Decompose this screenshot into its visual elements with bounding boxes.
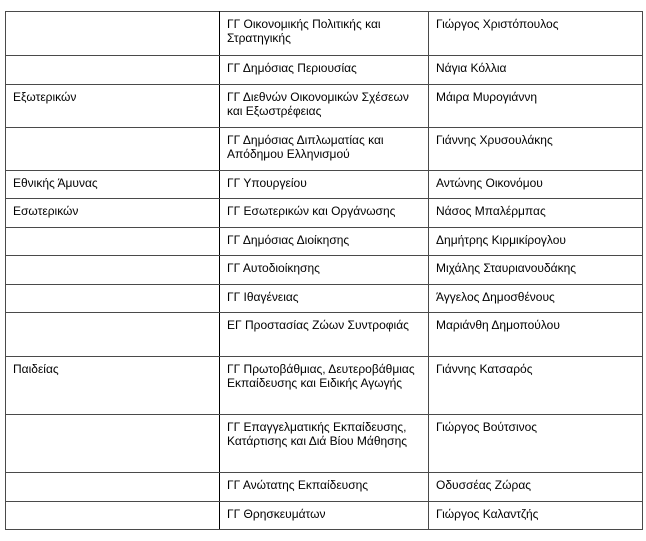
ministry-cell [6,285,220,313]
appointments-table [5,11,643,530]
office-cell: ΓΓ Δημόσιας Διπλωματίας και Απόδημου Ελληνισμού [220,128,429,171]
ministry-cell [6,313,220,357]
office-cell: ΓΓ Υπουργείου [220,171,429,199]
table-row [6,85,643,128]
person-cell: Άγγελος Δημοσθένους [429,285,643,313]
table-row [6,285,643,313]
person-cell: Νάγια Κόλλια [429,56,643,85]
office-cell: ΓΓ Επαγγελματικής Εκπαίδευσης, Κατάρτισης και Διά Βίου Μάθησης [220,415,429,473]
ministry-cell: Εθνικής Άμυνας [6,171,220,199]
table-row [6,128,643,171]
table-row [6,473,643,502]
office-cell: ΓΓ Δημόσιας Περιουσίας [220,56,429,85]
table-row [6,12,643,56]
office-cell: ΓΓ Πρωτοβάθμιας, Δευτεροβάθμιας Εκπαίδευσης και Ειδικής Αγωγής [220,357,429,415]
person-cell: Νάσος Μπαλέρμπας [429,199,643,228]
office-cell: ΓΓ Θρησκευμάτων [220,502,429,530]
ministry-cell [6,502,220,530]
person-cell: Δημήτρης Κιρμικίρογλου [429,228,643,256]
table-row [6,199,643,228]
table-row [6,228,643,256]
ministry-cell: Παιδείας [6,357,220,415]
office-cell: ΓΓ Εσωτερικών και Οργάνωσης [220,199,429,228]
office-cell: ΓΓ Οικονομικής Πολιτικής και Στρατηγικής [220,12,429,56]
office-cell: ΓΓ Διεθνών Οικονομικών Σχέσεων και Εξωστρέφειας [220,85,429,128]
table-row [6,56,643,85]
ministry-cell: Εσωτερικών [6,199,220,228]
person-cell: Γιάννης Κατσαρός [429,357,643,415]
office-cell: ΓΓ Αυτοδιοίκησης [220,256,429,285]
person-cell: Γιώργος Χριστόπουλος [429,12,643,56]
person-cell: Οδυσσέας Ζώρας [429,473,643,502]
office-cell: ΕΓ Προστασίας Ζώων Συντροφιάς [220,313,429,357]
office-cell: ΓΓ Ανώτατης Εκπαίδευσης [220,473,429,502]
table-row [6,256,643,285]
ministry-cell [6,128,220,171]
ministry-cell [6,56,220,85]
office-cell: ΓΓ Ιθαγένειας [220,285,429,313]
person-cell: Μιχάλης Σταυριανουδάκης [429,256,643,285]
ministry-cell [6,473,220,502]
ministry-cell [6,256,220,285]
office-cell: ΓΓ Δημόσιας Διοίκησης [220,228,429,256]
person-cell: Γιάννης Χρυσουλάκης [429,128,643,171]
table-row [6,415,643,473]
table-row [6,357,643,415]
table-row [6,502,643,530]
ministry-cell [6,12,220,56]
person-cell: Γιώργος Καλαντζής [429,502,643,530]
ministry-cell: Εξωτερικών [6,85,220,128]
ministry-cell [6,415,220,473]
table-row [6,313,643,357]
person-cell: Μάιρα Μυρογιάννη [429,85,643,128]
person-cell: Αντώνης Οικονόμου [429,171,643,199]
person-cell: Μαριάνθη Δημοπούλου [429,313,643,357]
person-cell: Γιώργος Βούτσινος [429,415,643,473]
ministry-cell [6,228,220,256]
table-row [6,171,643,199]
